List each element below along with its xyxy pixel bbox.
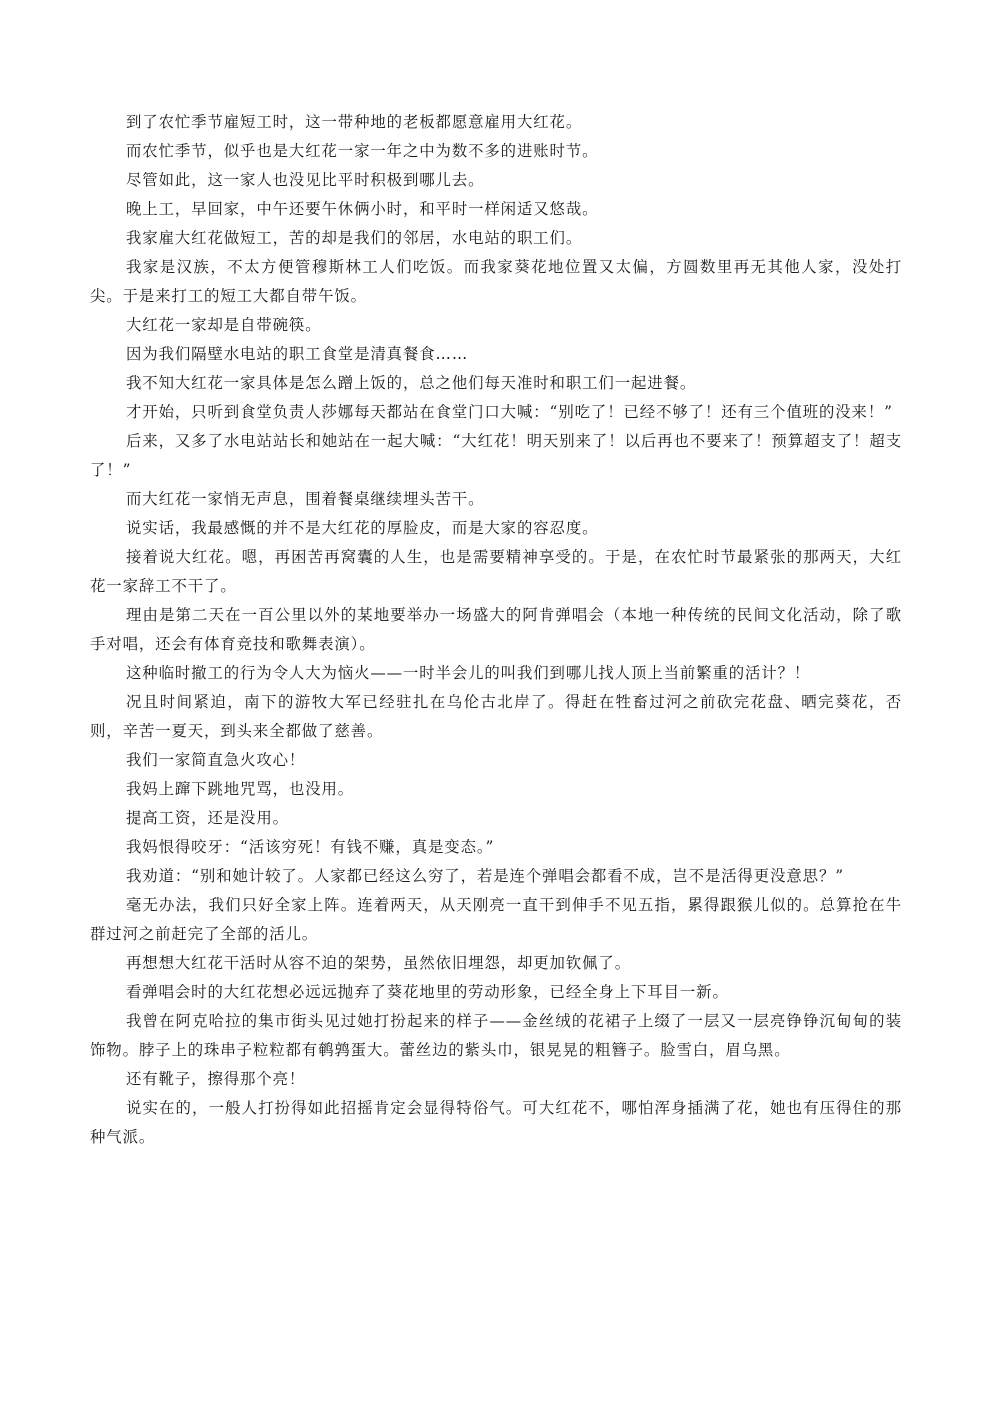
paragraph: 我家是汉族，不太方便管穆斯林工人们吃饭。而我家葵花地位置又太偏，方圆数里再无其他人家，没处打尖。于是来打工的短工大都自带午饭。: [90, 258, 902, 305]
paragraph: 而大红花一家悄无声息，围着餐桌继续埋头苦干。: [126, 490, 485, 508]
paragraph: 理由是第二天在一百公里以外的某地要举办一场盛大的阿肯弹唱会（本地一种传统的民间文化活动，除了歌手对唱，还会有体育竞技和歌舞表演）。: [90, 606, 902, 653]
paragraph: 到了农忙季节雇短工时，这一带种地的老板都愿意雇用大红花。: [126, 113, 583, 131]
paragraph: 我曾在阿克哈拉的集市街头见过她打扮起来的样子——金丝绒的花裙子上缀了一层又一层亮铮铮沉甸甸的装饰物。脖子上的珠串子粒粒都有鹌鹑蛋大。蕾丝边的紫头巾，银晃晃的粗簪子。脸雪白，眉乌黑。: [90, 1012, 902, 1059]
paragraph: 说实在的，一般人打扮得如此招摇肯定会显得特俗气。可大红花不，哪怕浑身插满了花，她也有压得住的那种气派。: [90, 1099, 902, 1146]
paragraph: 才开始，只听到食堂负责人莎娜每天都站在食堂门口大喊：“别吃了！已经不够了！还有三个值班的没来！”: [126, 403, 893, 421]
paragraph: 大红花一家却是自带碗筷。: [126, 316, 322, 334]
paragraph: 毫无办法，我们只好全家上阵。连着两天，从天刚亮一直干到伸手不见五指，累得跟猴儿似的。总算抢在牛群过河之前赶完了全部的活儿。: [90, 896, 902, 943]
paragraph: 后来，又多了水电站站长和她站在一起大喊：“大红花！明天别来了！以后再也不要来了！预算超支了！超支了！”: [90, 432, 902, 479]
paragraph: 晚上工，早回家，中午还要午休俩小时，和平时一样闲适又悠哉。: [126, 200, 599, 218]
paragraph: 提高工资，还是没用。: [126, 809, 289, 827]
paragraph: 我们一家简直急火攻心！: [126, 751, 306, 769]
document-body: [90, 108, 902, 1152]
paragraph: 我不知大红花一家具体是怎么蹭上饭的，总之他们每天准时和职工们一起进餐。: [126, 374, 697, 392]
paragraph: 因为我们隔壁水电站的职工食堂是清真餐食……: [126, 345, 469, 363]
paragraph: 再想想大红花干活时从容不迫的架势，虽然依旧埋怨，却更加钦佩了。: [126, 954, 632, 972]
paragraph: 我家雇大红花做短工，苦的却是我们的邻居，水电站的职工们。: [126, 229, 583, 247]
paragraph: 这种临时撤工的行为令人大为恼火——一时半会儿的叫我们到哪儿找人顶上当前繁重的活计？！: [126, 664, 811, 682]
paragraph: 而农忙季节，似乎也是大红花一家一年之中为数不多的进账时节。: [126, 142, 599, 160]
paragraph: 尽管如此，这一家人也没见比平时积极到哪儿去。: [126, 171, 485, 189]
paragraph: 我妈上蹿下跳地咒骂，也没用。: [126, 780, 355, 798]
paragraph: 说实话，我最感慨的并不是大红花的厚脸皮，而是大家的容忍度。: [126, 519, 599, 537]
paragraph: 看弹唱会时的大红花想必远远抛弃了葵花地里的劳动形象，已经全身上下耳目一新。: [126, 983, 729, 1001]
paragraph: 我劝道：“别和她计较了。人家都已经这么穷了，若是连个弹唱会都看不成，岂不是活得更没意思？”: [126, 867, 845, 885]
paragraph: 还有靴子，擦得那个亮！: [126, 1070, 306, 1088]
paragraph: 接着说大红花。嗯，再困苦再窝囊的人生，也是需要精神享受的。于是，在农忙时节最紧张的那两天，大红花一家辞工不干了。: [90, 548, 902, 595]
paragraph: 况且时间紧迫，南下的游牧大军已经驻扎在乌伦古北岸了。得赶在牲畜过河之前砍完花盘、晒完葵花，否则，辛苦一夏天，到头来全都做了慈善。: [90, 693, 902, 740]
paragraph: 我妈恨得咬牙：“活该穷死！有钱不赚，真是变态。”: [126, 838, 495, 856]
